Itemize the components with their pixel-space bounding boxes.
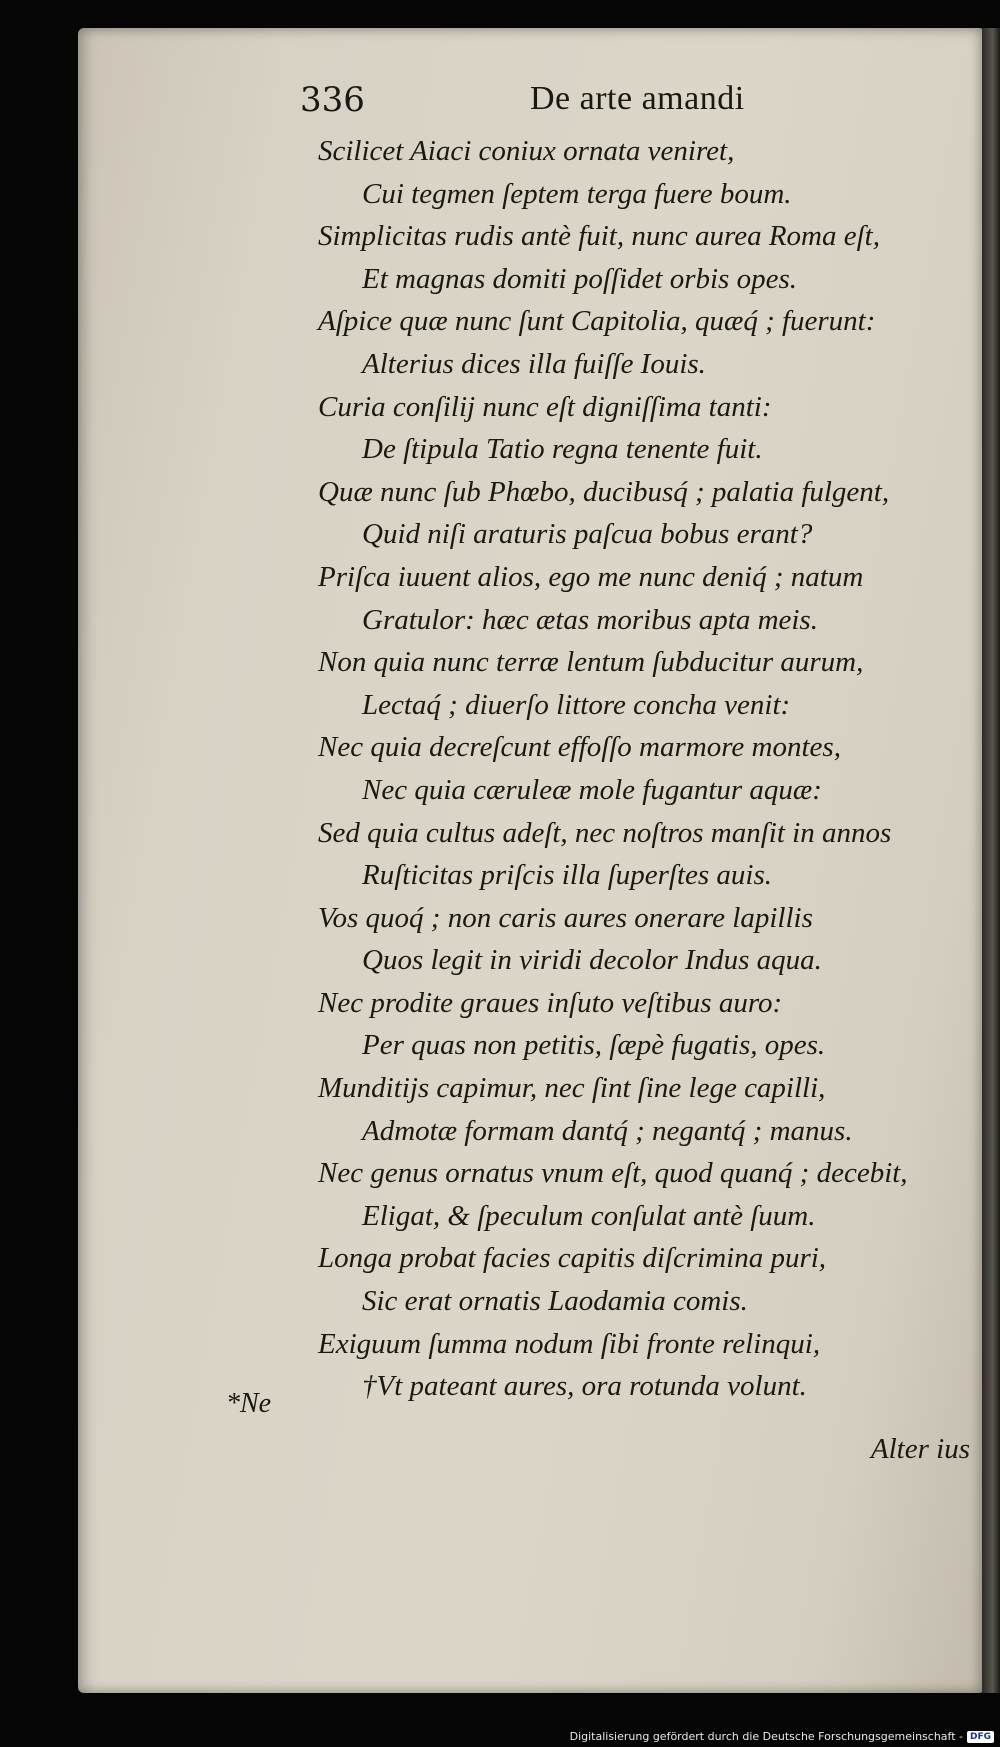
verse-line: Quæ nunc ſub Phœbo, ducibusq́ ; palatia fulgent, (318, 475, 890, 508)
verse-line: Ruſticitas priſcis illa ſuperſtes auis. (362, 859, 773, 892)
verse-list (318, 130, 990, 1408)
verse-line: Priſca iuuent alios, ego me nunc deniq́ ; natum (318, 560, 864, 593)
verse-line: Nec quia cæruleæ mole fugantur aquæ: (362, 773, 822, 806)
dfg-logo: DFG (967, 1731, 994, 1743)
verse-line: Munditijs capimur, nec ſint ſine lege capilli, (318, 1072, 826, 1105)
verse-line: Non quia nunc terræ lentum ſubducitur aurum, (318, 646, 864, 679)
verse-line: Eligat, & ſpeculum conſulat antè ſuum. (362, 1199, 816, 1232)
verse-line: Nec prodite graues inſuto veſtibus auro: (318, 986, 783, 1019)
verse-line: Longa probat facies capitis diſcrimina puri, (318, 1242, 827, 1275)
verse-line: Alterius dices illa fuiſſe Iouis. (362, 347, 706, 380)
verse-line: Simplicitas rudis antè fuit, nunc aurea Roma eſt, (318, 220, 880, 253)
digitization-credit (570, 1730, 994, 1743)
verse-line: De ſtipula Tatio regna tenente fuit. (362, 433, 763, 466)
verse-line: Curia conſilij nunc eſt digniſſima tanti: (318, 390, 772, 423)
marginal-note: *Ne (226, 1388, 272, 1419)
verse-line: Sic erat ornatis Laodamia comis. (362, 1285, 748, 1318)
verse-line: Et magnas domiti poſſidet orbis opes. (362, 262, 797, 295)
verse-line: Vos quoq́ ; non caris aures onerare lapillis (318, 901, 813, 934)
running-head (300, 80, 860, 130)
verse-line: Aſpice quæ nunc ſunt Capitolia, quæq́ ; fuerunt: (318, 305, 876, 338)
verse-line: Quid niſi araturis paſcua bobus erant? (362, 518, 813, 551)
verse-line: Sed quia cultus adeſt, nec noſtros manſit in annos (318, 816, 892, 849)
verse-line: Gratulor: hæc ætas moribus apta meis. (362, 603, 818, 636)
verse-line: Nec genus ornatus vnum eſt, quod quanq́ ; decebit, (318, 1157, 908, 1190)
credit-text: Digitalisierung gefördert durch die Deutsche Forschungsgemeinschaft - (569, 1730, 963, 1743)
verse-line: Exiguum ſumma nodum ſibi fronte relinqui, (318, 1327, 821, 1360)
running-title: De arte amandi (530, 80, 745, 117)
verse-line: Quos legit in viridi decolor Indus aqua. (362, 944, 822, 977)
verse-line: Nec quia decreſcunt effoſſo marmore montes, (318, 731, 841, 764)
verse-line: Per quas non petitis, ſæpè fugatis, opes. (362, 1029, 826, 1062)
verse-line: Cui tegmen ſeptem terga fuere boum. (362, 177, 792, 210)
verse-line: Lectaq́ ; diuerſo littore concha venit: (362, 688, 791, 721)
verse-line: Scilicet Aiaci coniux ornata veniret, (318, 135, 735, 167)
catchword: Alter ius (870, 1433, 970, 1465)
page-number: 336 (300, 80, 365, 120)
verse-line: Admotæ formam dantq́ ; negantq́ ; manus. (362, 1114, 853, 1147)
verse-line: †Vt pateant aures, ora rotunda volunt. (362, 1370, 807, 1403)
